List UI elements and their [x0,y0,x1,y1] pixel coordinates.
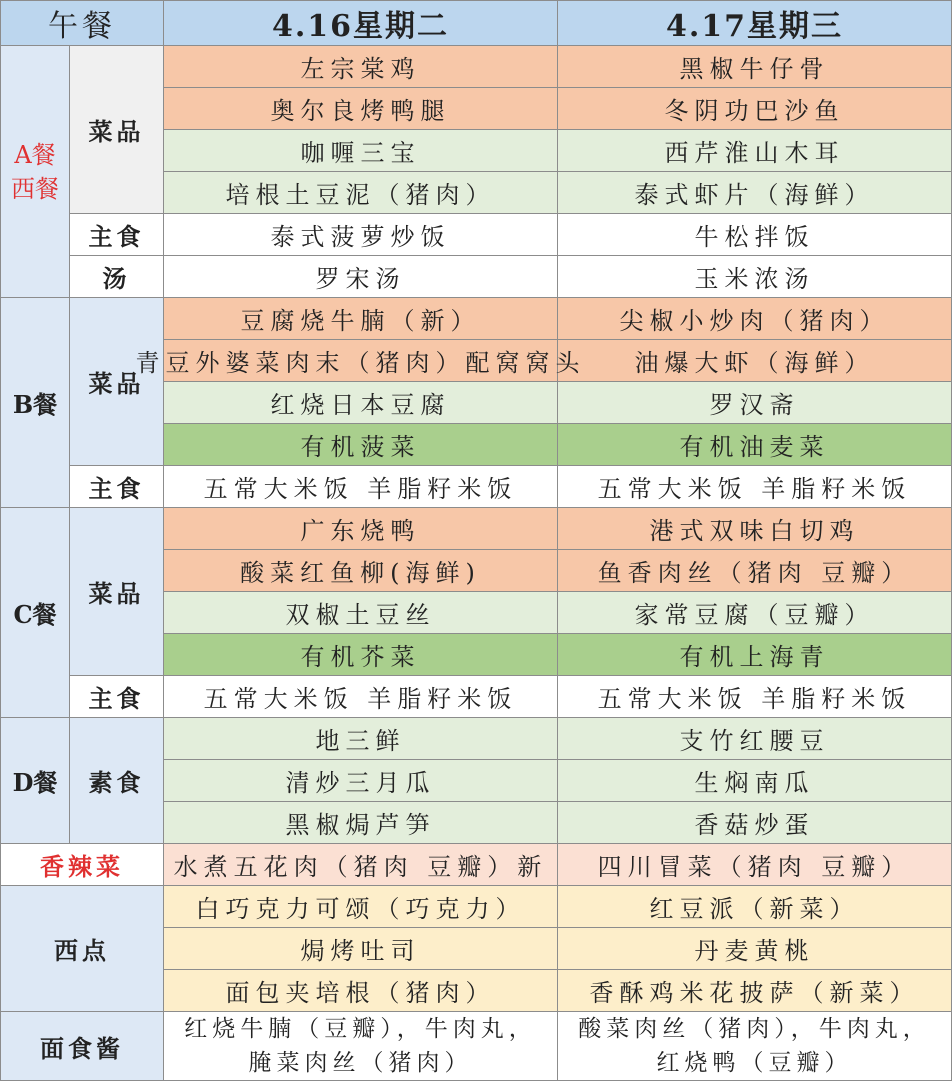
table-row [1,676,952,718]
menu-cell: 有机上海青 [558,634,952,676]
table-row [1,508,952,550]
menu-cell: 双椒土豆丝 [164,592,558,634]
menu-cell-line: 腌菜肉丝（猪肉） [248,1050,473,1076]
table-row [1,886,952,928]
day2-header: 4.17星期三 [558,1,952,46]
menu-cell: 鱼香肉丝（猪肉 豆瓣） [558,550,952,592]
menu-cell: 地三鲜 [164,718,558,760]
meal-d-label: D餐 [1,718,70,844]
table-row [1,844,952,886]
menu-cell: 香菇炒蛋 [558,802,952,844]
noodle-sauce-label: 面食酱 [1,1012,164,1081]
menu-cell: 左宗棠鸡 [164,46,558,88]
menu-cell: 油爆大虾（海鲜） [558,340,952,382]
menu-cell: 冬阴功巴沙鱼 [558,88,952,130]
menu-cell: 有机菠菜 [164,424,558,466]
menu-cell: 罗宋汤 [164,256,558,298]
menu-cell: 有机芥菜 [164,634,558,676]
menu-cell: 支竹红腰豆 [558,718,952,760]
menu-cell: 五常大米饭 羊脂籽米饭 [164,676,558,718]
meal-a-staple-category: 主食 [70,214,164,256]
menu-cell-line: 红烧鸭（豆瓣） [656,1050,853,1076]
meal-b-dish-category: 菜品 [70,298,164,466]
meal-a-soup-category: 汤 [70,256,164,298]
menu-cell: 酸菜红鱼柳(海鲜) [164,550,558,592]
meal-b-label: B餐 [1,298,70,508]
menu-cell: 黑椒牛仔骨 [558,46,952,88]
meal-a-dish-category: 菜品 [70,46,164,214]
meal-a-label [1,46,70,298]
menu-cell: 香酥鸡米花披萨（新菜） [558,970,952,1012]
menu-cell: 清炒三月瓜 [164,760,558,802]
meal-c-dish-category: 菜品 [70,508,164,676]
menu-cell: 五常大米饭 羊脂籽米饭 [164,466,558,508]
table-row [1,214,952,256]
menu-cell [164,1012,558,1081]
table-row [1,466,952,508]
menu-cell: 家常豆腐（豆瓣） [558,592,952,634]
meal-a-label-line2: 西餐 [11,174,59,203]
table-row [1,256,952,298]
day1-header: 4.16星期二 [164,1,558,46]
menu-cell: 牛松拌饭 [558,214,952,256]
menu-cell [558,1012,952,1081]
menu-cell: 面包夹培根（猪肉） [164,970,558,1012]
menu-cell: 丹麦黄桃 [558,928,952,970]
menu-cell: 五常大米饭 羊脂籽米饭 [558,466,952,508]
table-row [1,718,952,760]
menu-cell: 生焖南瓜 [558,760,952,802]
table-row [1,46,952,88]
meal-b-staple-category: 主食 [70,466,164,508]
menu-cell: 培根土豆泥（猪肉） [164,172,558,214]
menu-cell: 黑椒焗芦笋 [164,802,558,844]
corner-title: 午餐 [1,1,164,46]
meal-a-label-line1: A餐 [14,140,56,169]
menu-cell-text: 青豆外婆菜肉末（猪肉）配窝窝头 [135,349,586,377]
meal-c-label: C餐 [1,508,70,718]
pastry-label: 西点 [1,886,164,1012]
menu-cell-line: 红烧牛腩（豆瓣），牛肉丸， [184,1016,537,1042]
menu-cell: 红豆派（新菜） [558,886,952,928]
menu-cell: 四川冒菜（猪肉 豆瓣） [558,844,952,886]
menu-cell: 罗汉斋 [558,382,952,424]
menu-cell-line: 酸菜肉丝（猪肉），牛肉丸， [578,1016,931,1042]
meal-c-staple-category: 主食 [70,676,164,718]
menu-cell [135,340,586,382]
menu-cell: 豆腐烧牛腩（新） [164,298,558,340]
menu-cell: 咖喱三宝 [164,130,558,172]
menu-cell: 尖椒小炒肉（猪肉） [558,298,952,340]
menu-cell: 泰式虾片（海鲜） [558,172,952,214]
menu-cell: 五常大米饭 羊脂籽米饭 [558,676,952,718]
menu-cell: 奥尔良烤鸭腿 [164,88,558,130]
menu-cell: 水煮五花肉（猪肉 豆瓣）新 [164,844,558,886]
menu-cell: 焗烤吐司 [164,928,558,970]
spicy-label: 香辣菜 [1,844,164,886]
meal-d-veg-category: 素食 [70,718,164,844]
menu-cell: 有机油麦菜 [558,424,952,466]
table-row [1,340,952,382]
menu-cell: 泰式菠萝炒饭 [164,214,558,256]
menu-cell: 玉米浓汤 [558,256,952,298]
menu-cell: 港式双味白切鸡 [558,508,952,550]
menu-cell: 西芹淮山木耳 [558,130,952,172]
menu-cell: 广东烧鸭 [164,508,558,550]
menu-cell: 白巧克力可颂（巧克力） [164,886,558,928]
menu-cell: 红烧日本豆腐 [164,382,558,424]
header-row [1,1,952,46]
table-row [1,298,952,340]
table-row [1,1012,952,1081]
